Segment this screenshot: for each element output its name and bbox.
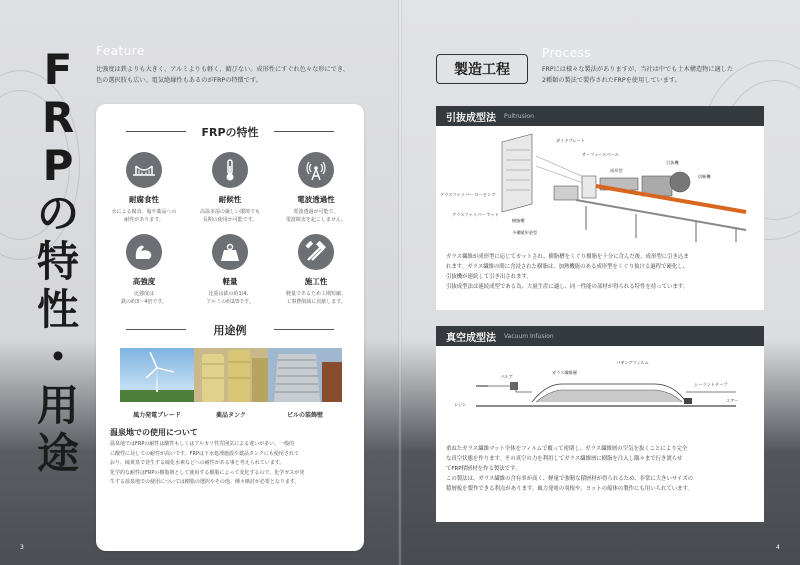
process-heading-en: Process <box>542 46 592 60</box>
page-number: 4 <box>776 544 780 551</box>
onsen-body: 温泉地ではFRPの耐性は酸性もしくはアルカリ性雰囲気による違いが多い。一般的 に酸性に対しての耐性が高いです。FRPは下水処理施設や薬品タンクにも使用されて おり、硫黄泉で発生する硫化水素などへの耐性がある事と考えられています。 化学的な耐性はFRPの樹脂剤として使用する樹脂によって変化するので、化学ガスが発 生する温泉地での使用については樹脂の選択やその他、種々検討が必要となります。 <box>110 441 305 485</box>
label-sealant-tape: シーラントテープ <box>694 382 728 387</box>
feature-item: 耐候性 高温多湿の厳しい環境でも 長期の使用が可能です。 <box>190 152 270 224</box>
vacuum-header: 真空成型法 Vacuum Infusion <box>436 326 764 346</box>
usage-item: 薬品タンク <box>194 348 268 419</box>
building-wall-image <box>268 348 342 402</box>
pultrusion-body: ガラス繊維が成形型に応じてカットされ、樹脂槽をくぐり樹脂を十分に含んだ後、成形型に引き込ま れます。ガラス繊維の間に含浸された樹脂は、加熱機能のある成形型をくぐり抜ける過程で硬化し、 引抜機が連続して引き出されます。 引抜成型法は連続成型である為、大量生産に適し、同一性能の部材が得られる特性を持っています。 <box>446 254 689 290</box>
feature-description: 比強度は鉄よりも大きく、アルミよりも軽く、錆びない。成形性にすぐれ色々な形にでき、 色の選択肢も広い。電気絶縁性もあるのがFRPの特徴です。 <box>96 66 349 84</box>
card-heading: FRPの特性 <box>96 124 364 140</box>
pultrusion-header: 引抜成型法 Pultrusion <box>436 106 764 126</box>
vacuum-body: 重ねたガラス繊維マット全体をフィルムで覆って密閉し、ガラス繊維層の空気を抜くことにより完全 な真空状態を作ります。その真空の力を利用してガラス繊維層に樹脂を注入し隅々まで行き渡らせ てFRP積層材を作る製法です。 この製法は、ガラス繊維の含有率が高く、軽量で強靭な積層材が得られるため、非常に大きいサイズの 積層板を製作できる利点があります。風力発電の羽根や、ヨットの船体の製作にも用いられています。 <box>446 446 694 492</box>
process-description: FRPには様々な製法がありますが、当社は中でも土木構造物に適した 2種類の製法で製作されたFRPを使用しています。 <box>542 66 734 84</box>
label-cutter: 切断機 <box>698 174 711 179</box>
label-mat: グラスファイバー マット <box>452 212 499 217</box>
label-puller: 引抜機 <box>666 160 679 165</box>
feature-heading-en: Feature <box>96 44 145 58</box>
label-air: エアー <box>726 398 739 403</box>
tools-icon <box>298 234 334 270</box>
page-title: F R P の 特 性 ・ 用 途 <box>36 45 79 478</box>
usage-item: ビルの装飾壁 <box>268 348 342 419</box>
label-bagging-film: バギングフィルム <box>616 360 649 365</box>
label-mold: 成形型 <box>610 168 623 173</box>
label-surface-veil: サーフェースベール <box>582 152 619 157</box>
thermometer-icon <box>212 152 248 188</box>
feature-item: 施工性 軽量であるため工期短縮、 工事費削減に貢献します。 <box>276 234 356 306</box>
feature-item: 高強度 比強度は 鉄の約3～4倍です。 <box>104 234 184 306</box>
vacuum-section <box>436 326 764 522</box>
label-valve: バルブ <box>500 374 513 379</box>
pultrusion-section <box>436 106 764 310</box>
pultrusion-diagram <box>436 126 764 244</box>
label-resin-bath: 樹脂槽 <box>512 218 525 223</box>
weight-icon <box>212 234 248 270</box>
process-title: 製造工程 <box>436 54 528 84</box>
right-page <box>400 0 800 565</box>
label-glass-layer: ガラス繊維層 <box>552 370 577 375</box>
feature-card <box>96 104 364 551</box>
muscle-icon <box>126 234 162 270</box>
chemical-tank-image <box>194 348 268 402</box>
wind-turbine-image <box>120 348 194 402</box>
usage-item: 風力発電ブレード <box>120 348 194 419</box>
onsen-title: 温泉地での使用について <box>110 428 198 437</box>
feature-item: 軽量 比重は鉄の約1/4、 アルミの約2/3です。 <box>190 234 270 306</box>
feature-item: 耐腐食性 水による腐食、塩や薬品への 耐性があります。 <box>104 152 184 224</box>
feature-item: 電波透過性 電波透過が可能で、 電波障害を起こしません。 <box>276 152 356 224</box>
bridge-icon <box>126 152 162 188</box>
usage-heading: 用途例 <box>96 322 364 338</box>
label-roving: グラスファイバー ロービング <box>440 192 496 197</box>
label-resin: レジン <box>454 402 467 407</box>
book-spine <box>398 0 402 565</box>
antenna-icon <box>298 152 334 188</box>
label-guide-plate: ガイドプレート <box>556 138 585 143</box>
vacuum-diagram <box>436 346 764 438</box>
page-number: 3 <box>20 544 24 551</box>
label-preform: 予備賦形金型 <box>512 230 538 235</box>
